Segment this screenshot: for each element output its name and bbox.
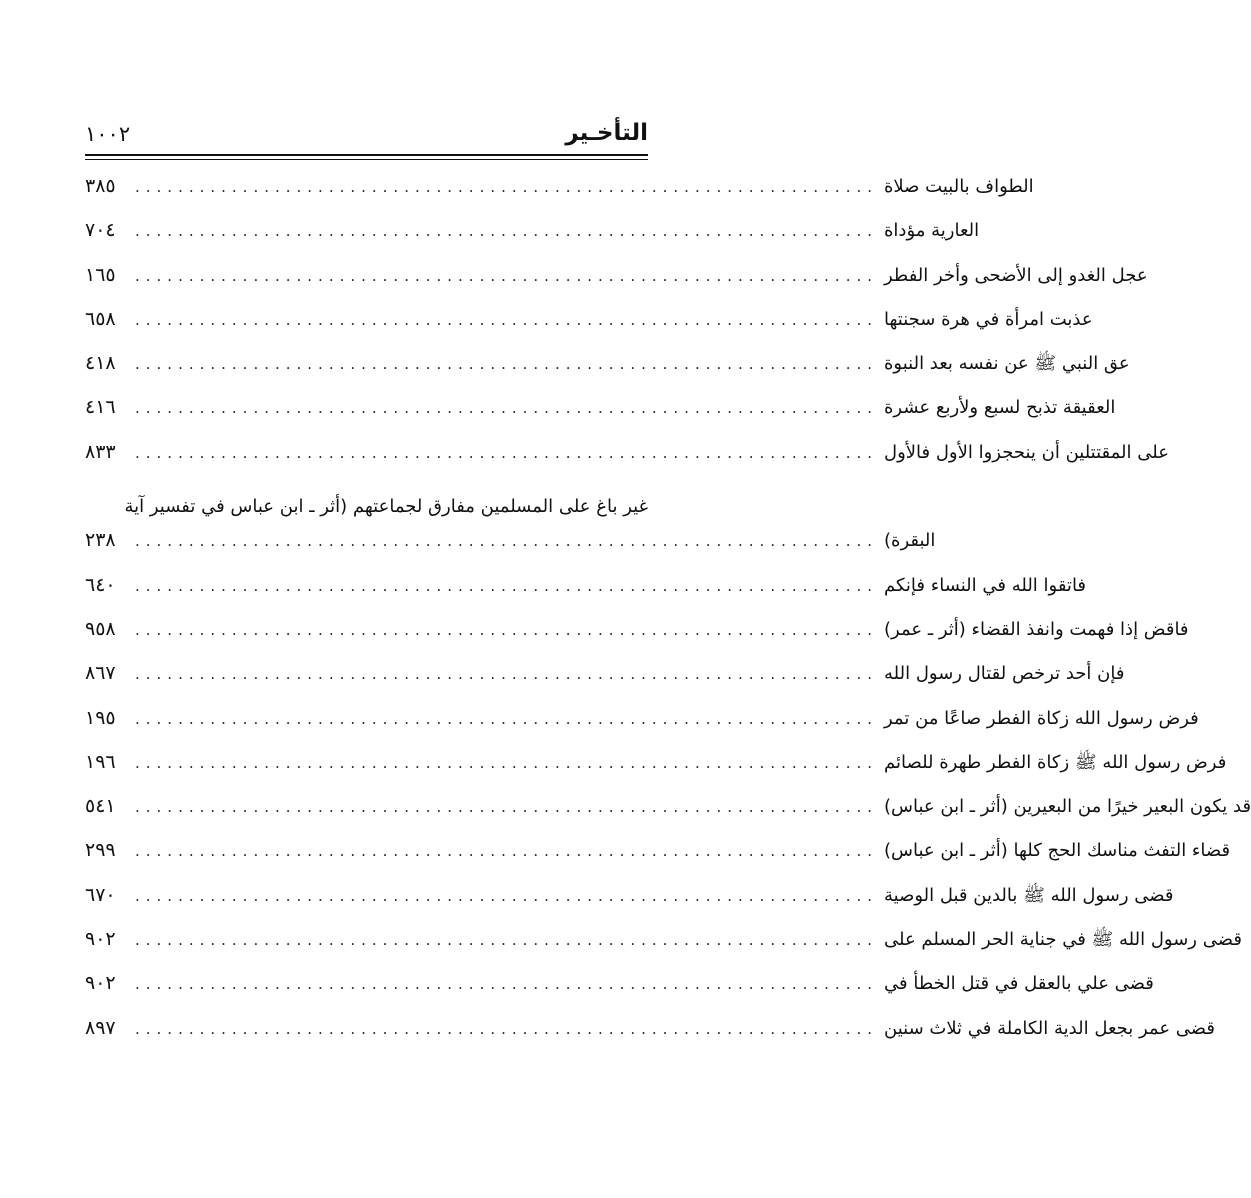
entry-page-number: ١٦٥ (85, 263, 116, 286)
entry-page-number: ٣٨٥ (85, 175, 116, 197)
entry-text: العارية مؤداة (884, 220, 980, 242)
page-number: ١٠٠٢ (85, 122, 131, 146)
entry-text: البقرة) (884, 530, 936, 552)
entry-page-number: ٩٠٢ (85, 928, 116, 951)
index-entry (85, 263, 1148, 308)
entry-page-number: ٢٣٨ (85, 529, 116, 552)
entry-page-number: ٨٣٣ (85, 440, 116, 463)
index-entry (85, 175, 1034, 219)
entry-text: قضاء التفث مناسك الحج كلها (أثر ـ ابن عباس) (884, 840, 1231, 862)
entry-text: الطواف بالبيت صلاة (884, 176, 1034, 197)
index-entry (85, 972, 1154, 1016)
entry-page-number: ١٩٥ (85, 706, 116, 729)
page-header (85, 122, 648, 152)
dot-leader: ..................................................................... (135, 1019, 878, 1038)
dot-leader: ..................................................................... (135, 266, 878, 285)
index-entry (85, 883, 1174, 928)
entry-page-number: ٤١٨ (85, 352, 116, 375)
index-entry (85, 706, 1199, 751)
entry-text: قضى علي بالعقل في قتل الخطأ في (884, 973, 1154, 995)
header-rule (85, 154, 648, 156)
dot-leader: ..................................................................... (135, 355, 878, 374)
dot-leader: ..................................................................... (135, 753, 878, 772)
index-entry (85, 928, 1242, 972)
dot-leader: ..................................................................... (135, 178, 878, 196)
index-list (85, 175, 1251, 1061)
entry-text: عجل الغدو إلى الأضحى وأخر الفطر (884, 264, 1148, 286)
entry-text: العقيقة تذبح لسبع ولأربع عشرة (884, 397, 1116, 419)
entry-page-number: ٢٩٩ (85, 839, 116, 862)
index-entry (85, 573, 1087, 618)
entry-text: فرض رسول الله ﷺ زكاة الفطر طهرة للصائم (884, 751, 1227, 773)
entry-page-number: ٦٥٨ (85, 307, 116, 330)
entry-page-number: ٥٤١ (85, 795, 116, 818)
entry-page-number: ٦٤٠ (85, 573, 116, 596)
dot-leader: ..................................................................... (135, 975, 878, 994)
entry-page-number: ١٩٦ (85, 750, 116, 773)
dot-leader: ..................................................................... (135, 222, 878, 241)
entry-page-number: ٦٧٠ (85, 883, 116, 906)
index-entry (85, 795, 1251, 839)
dot-leader: ..................................................................... (135, 399, 878, 418)
index-entry (85, 396, 1116, 440)
entry-page-number: ٨٦٧ (85, 662, 116, 685)
dot-leader: ..................................................................... (135, 665, 878, 684)
dot-leader: ..................................................................... (135, 532, 878, 551)
dot-leader: ..................................................................... (135, 709, 878, 728)
entry-text: قد يكون البعير خيرًا من البعيرين (أثر ـ ابن عباس) (884, 796, 1251, 818)
dot-leader: ..................................................................... (135, 620, 878, 639)
entry-page-number: ٤١٦ (85, 396, 116, 419)
index-entry (85, 529, 936, 573)
entry-text: فإن أحد ترخص لقتال رسول الله (884, 663, 1125, 685)
entry-text: فاقض إذا فهمت وانفذ القضاء (أثر ـ عمر) (884, 618, 1189, 640)
index-entry (85, 307, 1093, 352)
index-entry (85, 617, 1189, 662)
running-title: التأخـير (565, 120, 648, 146)
index-entry (85, 662, 1125, 706)
entry-text: قضى رسول الله ﷺ بالدين قبل الوصية (884, 884, 1174, 906)
entry-text: على المقتتلين أن ينحجزوا الأول فالأول (884, 441, 1169, 463)
index-entry (85, 440, 1169, 485)
entry-text: فرض رسول الله زكاة الفطر صاعًا من تمر (884, 707, 1199, 729)
dot-leader: ..................................................................... (135, 310, 878, 329)
dot-leader: ..................................................................... (135, 443, 878, 462)
entry-text: قضى عمر بجعل الدية الكاملة في ثلاث سنين (884, 1017, 1215, 1039)
entry-page-number: ٩٠٢ (85, 972, 116, 995)
entry-page-number: ٨٩٧ (85, 1016, 116, 1039)
entry-text-first-line: غير باغ على المسلمين مفارق لجماعتهم (أثر ـ ابن عباس في تفسير آية (124, 496, 648, 518)
index-entry (85, 1016, 1215, 1061)
index-entry (85, 750, 1227, 795)
dot-leader: ..................................................................... (135, 886, 878, 905)
entry-page-number: ٩٥٨ (85, 617, 116, 640)
index-entry (85, 839, 1231, 883)
dot-leader: ..................................................................... (135, 798, 878, 817)
entry-text: قضى رسول الله ﷺ في جناية الحر المسلم على (884, 929, 1242, 951)
dot-leader: ..................................................................... (135, 576, 878, 595)
entry-text: عق النبي ﷺ عن نفسه بعد النبوة (884, 353, 1130, 375)
index-entry (85, 352, 1130, 396)
entry-text: فاتقوا الله في النساء فإنكم (884, 574, 1087, 596)
entry-text: عذبت امرأة في هرة سجنتها (884, 308, 1093, 330)
entry-page-number: ٧٠٤ (85, 219, 116, 242)
index-entry (85, 219, 980, 263)
header-rule-thin (85, 159, 648, 160)
dot-leader: ..................................................................... (135, 931, 878, 950)
dot-leader: ..................................................................... (135, 842, 878, 861)
